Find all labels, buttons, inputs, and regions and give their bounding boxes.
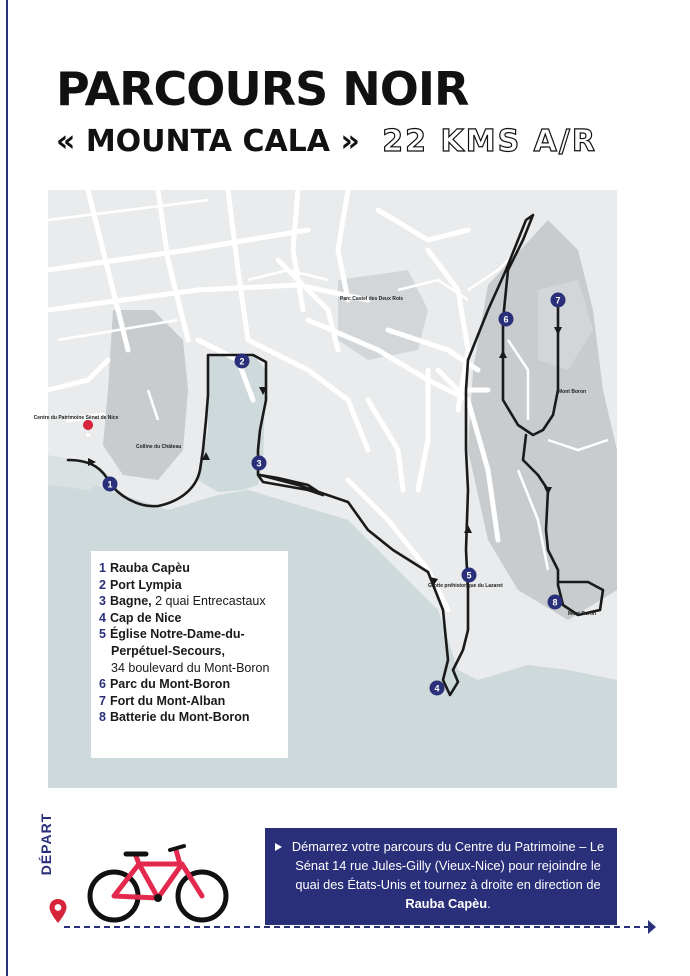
label-parc-castel: Parc Castel des Deux Rois bbox=[340, 296, 404, 302]
legend-item-1: 1 Rauba Capèu bbox=[99, 561, 190, 575]
arrow-right-icon bbox=[648, 920, 656, 934]
legend-item-6: 6 Parc du Mont-Boron bbox=[99, 677, 231, 692]
label-mont-boron: Mont Boron bbox=[558, 389, 587, 395]
route-distance: 22 KMS A/R bbox=[382, 124, 597, 159]
map-legend bbox=[91, 551, 288, 758]
location-pin-icon bbox=[48, 898, 68, 924]
park-castel bbox=[338, 270, 428, 360]
legend-item-5-cont: Perpétuel-Secours, bbox=[111, 643, 225, 658]
legend-item-4: 4 Cap de Nice bbox=[99, 610, 182, 625]
label-colline: Colline du Château bbox=[136, 444, 182, 450]
svg-text:1: 1 bbox=[107, 479, 113, 490]
svg-text:4: 4 bbox=[434, 683, 440, 694]
legend-item-5: 5 Église Notre-Dame-du- bbox=[99, 627, 245, 642]
legend-item-7: 7 Fort du Mont-Alban bbox=[99, 693, 226, 708]
bicycle-icon bbox=[84, 840, 234, 928]
park-mont-boron bbox=[468, 220, 617, 620]
page-subtitle bbox=[56, 124, 597, 159]
legend-item-2: 2 Port Lympia bbox=[99, 577, 182, 592]
svg-text:6: 6 bbox=[503, 314, 509, 325]
route-dashed-line bbox=[64, 926, 650, 928]
label-grotte: Grotte préhistorique du Lazaret bbox=[428, 583, 503, 589]
legend-item-3: 3 Bagne, 2 quai Entrecastaux bbox=[99, 594, 266, 609]
svg-text:2: 2 bbox=[239, 356, 245, 367]
legend-item-8: 8 Batterie du Mont-Boron bbox=[99, 710, 250, 725]
depart-instructions bbox=[265, 828, 617, 925]
svg-text:8: 8 bbox=[552, 597, 558, 608]
svg-text:3: 3 bbox=[256, 458, 262, 469]
route-name: « MOUNTA CALA » bbox=[56, 124, 360, 159]
svg-text:7: 7 bbox=[555, 295, 561, 306]
page-title: PARCOURS NOIR bbox=[56, 62, 469, 116]
svg-text:5: 5 bbox=[466, 570, 472, 581]
page-border-line bbox=[6, 0, 8, 976]
start-pin bbox=[83, 420, 93, 442]
depart-label: DÉPART bbox=[38, 812, 54, 876]
triangle-bullet-icon bbox=[275, 843, 282, 851]
label-mont-boron-2: Mont Boron bbox=[568, 611, 597, 617]
legend-item-5-addr: 34 boulevard du Mont-Boron bbox=[111, 660, 270, 675]
depart-text: Démarrez votre parcours du Centre du Patrimoine – Le Sénat 14 rue Jules-Gilly (Vieux-Nice) pour rejoindre le quai des États-Unis et tournez à droite en direction de Rauba Capèu. bbox=[291, 839, 605, 911]
route-map[interactable] bbox=[33, 190, 617, 788]
label-centre: Centre du Patrimoine Sénat de Nice bbox=[33, 415, 119, 421]
park-colline bbox=[103, 310, 188, 480]
